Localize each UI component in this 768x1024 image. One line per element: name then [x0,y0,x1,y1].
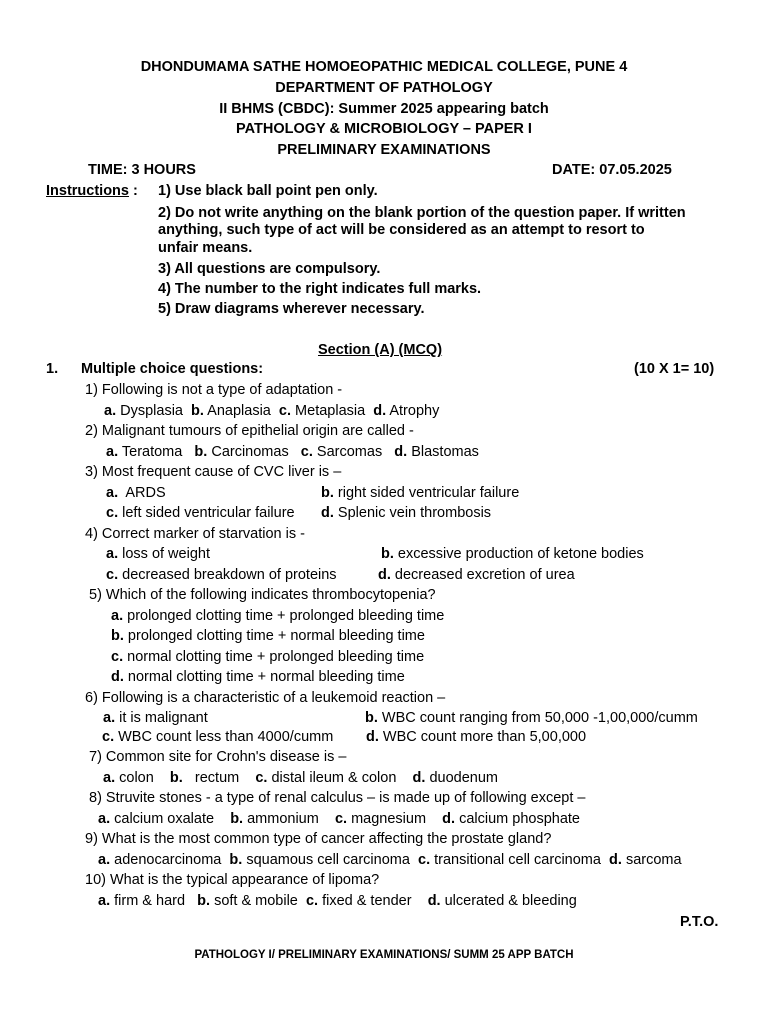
paper-title: PATHOLOGY & MICROBIOLOGY – PAPER I [236,121,532,137]
instruction-2-cont2: unfair means. [158,240,253,256]
mcq-8-options: a. calcium oxalate b. ammonium c. magnesium d. calcium phosphate [98,811,580,827]
mcq-2-options: a. Teratoma b. Carcinomas c. Sarcomas d. Blastomas [106,444,479,460]
mcq-5-option-b: b. prolonged clotting time + normal bleeding time [111,628,425,644]
mcq-9-options: a. adenocarcinoma b. squamous cell carcinoma c. transitional cell carcinoma d. sarcoma [98,852,682,868]
instructions-heading [46,183,138,199]
mcq-1-question: 1) Following is not a type of adaptation - [85,382,343,398]
mcq-6-option-b: b. WBC count ranging from 50,000 -1,00,000/cumm [365,710,698,726]
mcq-4-option-a: a. loss of weight [106,546,210,562]
instruction-2-cont: anything, such type of act will be considered as an attempt to resort to [158,222,645,238]
batch-line: II BHMS (CBDC): Summer 2025 appearing batch [219,101,549,117]
mcq-5-question: 5) Which of the following indicates thrombocytopenia? [89,587,436,603]
mcq-6-option-a: a. it is malignant [103,710,208,726]
mcq-4-question: 4) Correct marker of starvation is - [85,526,305,542]
college-name: DHONDUMAMA SATHE HOMOEOPATHIC MEDICAL COLLEGE, PUNE 4 [140,59,628,75]
mcq-5-option-c: c. normal clotting time + prolonged bleeding time [111,649,425,665]
mcq-4-option-d: d. decreased excretion of urea [378,567,575,583]
mcq-7-options: a. colon b. rectum c. distal ileum & colon d. duodenum [103,770,498,786]
department-name: DEPARTMENT OF PATHOLOGY [275,80,493,96]
mcq-6-option-c: c. WBC count less than 4000/cumm [102,729,334,745]
instruction-3: 3) All questions are compulsory. [158,261,381,277]
instruction-5: 5) Draw diagrams wherever necessary. [158,301,425,317]
mcq-3-option-c: c. left sided ventricular failure [106,505,295,521]
mcq-6-question: 6) Following is a characteristic of a leukemoid reaction – [85,690,446,706]
mcq-3-option-a: a. ARDS [106,485,166,501]
mcq-10-options: a. firm & hard b. soft & mobile c. fixed & tender d. ulcerated & bleeding [98,893,577,909]
mcq-3-option-d: d. Splenic vein thrombosis [321,505,492,521]
instruction-4: 4) The number to the right indicates full marks. [158,281,482,297]
mcq-10-question: 10) What is the typical appearance of lipoma? [85,872,380,888]
section-title: Section (A) (MCQ) [318,342,443,358]
mcq-4-option-c: c. decreased breakdown of proteins [106,567,337,583]
mcq-3-question: 3) Most frequent cause of CVC liver is – [85,464,342,480]
exam-time: TIME: 3 HOURS [88,162,196,178]
question-title: Multiple choice questions: [81,361,264,377]
mcq-5-option-a: a. prolonged clotting time + prolonged bleeding time [111,608,445,624]
mcq-2-question: 2) Malignant tumours of epithelial origin are called - [85,423,414,439]
mcq-6-option-d: d. WBC count more than 5,00,000 [366,729,587,745]
instructions-colon: : [133,183,138,199]
mcq-7-question: 7) Common site for Crohn's disease is – [89,749,347,765]
question-marks: (10 X 1= 10) [634,361,715,377]
instruction-2: 2) Do not write anything on the blank portion of the question paper. If written [158,205,686,221]
exam-title: PRELIMINARY EXAMINATIONS [277,142,491,158]
instructions-label: Instructions [46,183,129,199]
page-footer: PATHOLOGY I/ PRELIMINARY EXAMINATIONS/ SUMM 25 APP BATCH [194,949,574,961]
mcq-3-option-b: b. right sided ventricular failure [321,485,520,501]
mcq-1-options: a. Dysplasia b. Anaplasia c. Metaplasia d. Atrophy [104,403,440,419]
mcq-8-question: 8) Struvite stones - a type of renal calculus – is made up of following except – [89,790,586,806]
exam-date: DATE: 07.05.2025 [552,162,672,178]
mcq-5-option-d: d. normal clotting time + normal bleeding time [111,669,405,685]
mcq-9-question: 9) What is the most common type of cancer affecting the prostate gland? [85,831,552,847]
instruction-1: 1) Use black ball point pen only. [158,183,378,199]
question-number: 1. [46,361,59,377]
pto-note: P.T.O. [680,914,719,930]
mcq-4-option-b: b. excessive production of ketone bodies [381,546,644,562]
